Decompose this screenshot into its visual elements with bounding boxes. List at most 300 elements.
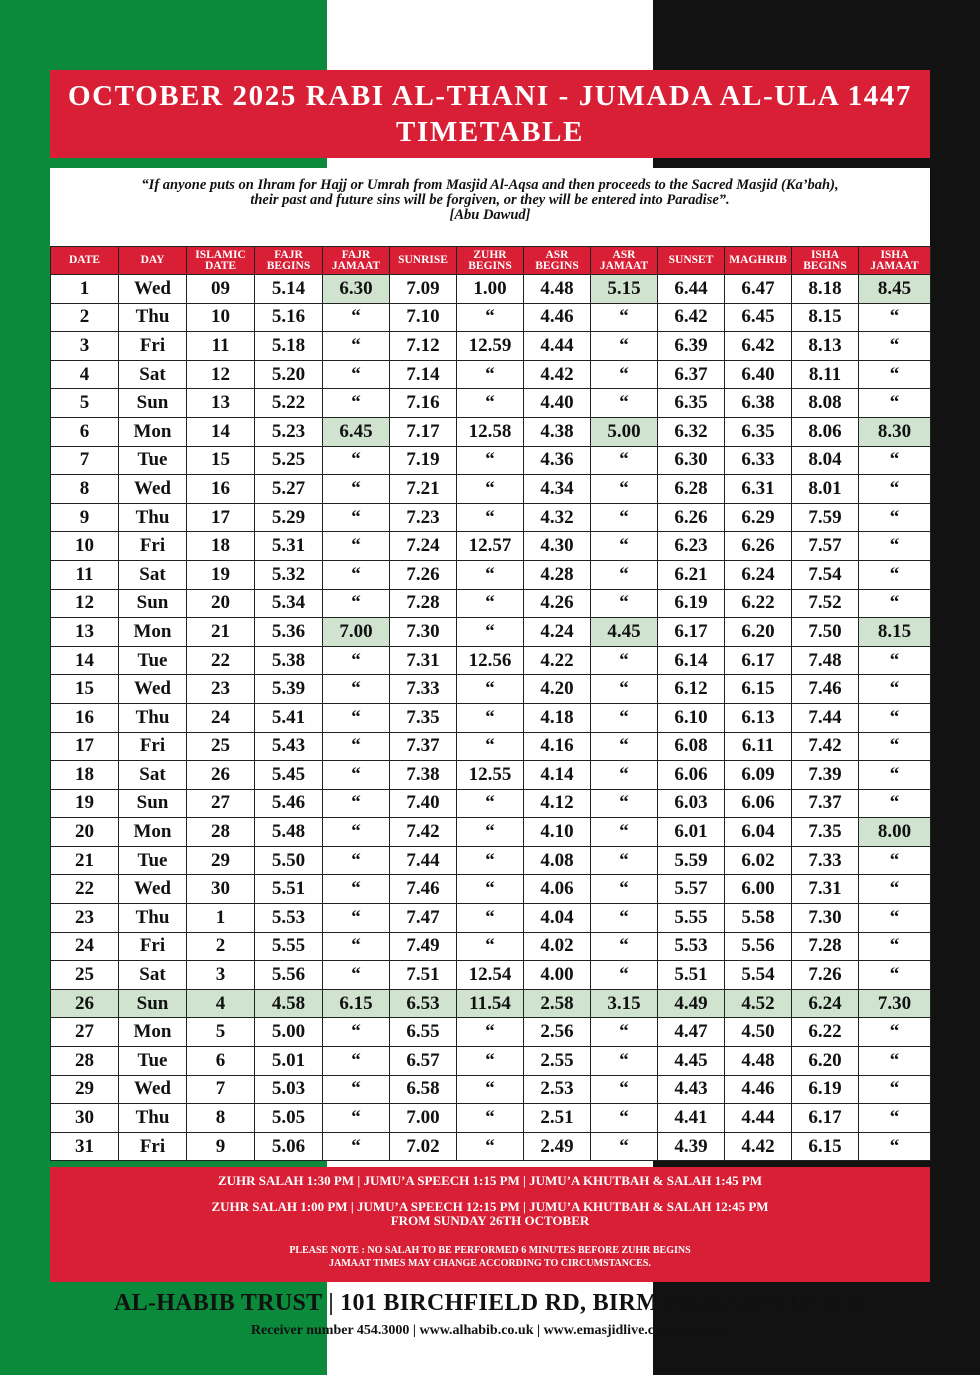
table-cell: 4.40	[524, 389, 591, 418]
table-row	[51, 360, 931, 389]
table-row	[51, 646, 931, 675]
table-cell: Wed	[119, 275, 187, 304]
table-cell: 5.14	[255, 275, 323, 304]
table-cell: “	[457, 303, 524, 332]
table-cell: “	[591, 789, 658, 818]
table-cell: 7.28	[792, 932, 859, 961]
table-cell: “	[859, 789, 931, 818]
table-cell: 4.42	[524, 360, 591, 389]
table-cell: 7.33	[792, 846, 859, 875]
table-cell: 7.19	[390, 446, 457, 475]
table-cell: 4.26	[524, 589, 591, 618]
table-cell: 8	[187, 1104, 255, 1133]
table-cell: 7.35	[792, 818, 859, 847]
table-cell: “	[859, 532, 931, 561]
table-cell: “	[859, 875, 931, 904]
table-cell: 4.36	[524, 446, 591, 475]
table-row	[51, 703, 931, 732]
table-cell: 5.51	[658, 961, 725, 990]
table-cell: “	[859, 589, 931, 618]
table-cell: “	[457, 1132, 524, 1161]
table-cell: “	[591, 360, 658, 389]
table-cell: 8.45	[859, 275, 931, 304]
table-cell: “	[859, 1047, 931, 1076]
table-cell: 7.37	[792, 789, 859, 818]
table-cell: 7.48	[792, 646, 859, 675]
table-cell: 4.45	[658, 1047, 725, 1076]
table-cell: “	[859, 904, 931, 933]
table-body	[51, 275, 931, 1161]
table-cell: 5.15	[591, 275, 658, 304]
table-cell: “	[457, 675, 524, 704]
table-cell: 25	[187, 732, 255, 761]
table-cell: 21	[187, 618, 255, 647]
table-cell: 7.47	[390, 904, 457, 933]
table-cell: 5.05	[255, 1104, 323, 1133]
table-cell: 30	[187, 875, 255, 904]
table-cell: “	[457, 789, 524, 818]
table-cell: 6.40	[725, 360, 792, 389]
table-cell: 6.08	[658, 732, 725, 761]
table-cell: Sun	[119, 389, 187, 418]
table-cell: 5.51	[255, 875, 323, 904]
table-cell: 10	[51, 532, 119, 561]
table-cell: 7.33	[390, 675, 457, 704]
table-row	[51, 1132, 931, 1161]
table-cell: 8.15	[792, 303, 859, 332]
table-cell: 2.53	[524, 1075, 591, 1104]
table-cell: 6.01	[658, 818, 725, 847]
table-cell: 5.23	[255, 417, 323, 446]
table-cell: 6.09	[725, 761, 792, 790]
table-cell: “	[457, 1047, 524, 1076]
column-header: DAY	[119, 247, 187, 275]
table-cell: 8.00	[859, 818, 931, 847]
table-cell: “	[591, 532, 658, 561]
table-cell: “	[457, 846, 524, 875]
table-cell: “	[323, 360, 390, 389]
table-cell: Fri	[119, 532, 187, 561]
table-cell: 29	[187, 846, 255, 875]
table-cell: 18	[187, 532, 255, 561]
table-cell: 20	[187, 589, 255, 618]
table-cell: 23	[51, 904, 119, 933]
table-cell: 2.49	[524, 1132, 591, 1161]
table-row	[51, 904, 931, 933]
table-cell: 6.39	[658, 332, 725, 361]
table-cell: 6.44	[658, 275, 725, 304]
table-cell: 6.28	[658, 475, 725, 504]
table-cell: 5.43	[255, 732, 323, 761]
table-cell: 7.30	[859, 989, 931, 1018]
table-cell: 6.55	[390, 1018, 457, 1047]
table-cell: 5.57	[658, 875, 725, 904]
table-cell: “	[859, 732, 931, 761]
table-cell: 6.30	[658, 446, 725, 475]
table-cell: “	[591, 503, 658, 532]
table-cell: 2	[51, 303, 119, 332]
table-cell: 4.43	[658, 1075, 725, 1104]
title-banner	[50, 70, 930, 158]
table-cell: 5.38	[255, 646, 323, 675]
table-cell: “	[323, 846, 390, 875]
table-cell: 29	[51, 1075, 119, 1104]
table-cell: 3	[51, 332, 119, 361]
table-cell: 5.53	[255, 904, 323, 933]
table-cell: 5.16	[255, 303, 323, 332]
table-cell: Mon	[119, 618, 187, 647]
table-row	[51, 675, 931, 704]
table-cell: 28	[51, 1047, 119, 1076]
table-cell: 27	[51, 1018, 119, 1047]
table-cell: 6.24	[725, 560, 792, 589]
table-cell: “	[457, 875, 524, 904]
table-cell: 7.10	[390, 303, 457, 332]
table-cell: 7.44	[390, 846, 457, 875]
table-cell: “	[591, 303, 658, 332]
quote-line-2: their past and future sins will be forgiven, or they will be entered into Paradise”.	[250, 192, 730, 208]
table-cell: “	[591, 1047, 658, 1076]
table-cell: 7.46	[792, 675, 859, 704]
table-cell: 5.18	[255, 332, 323, 361]
table-cell: 7.28	[390, 589, 457, 618]
table-cell: 4.16	[524, 732, 591, 761]
table-cell: 6.19	[792, 1075, 859, 1104]
table-cell: “	[859, 332, 931, 361]
table-cell: “	[859, 503, 931, 532]
table-cell: 5.03	[255, 1075, 323, 1104]
table-cell: 4	[187, 989, 255, 1018]
table-cell: 7.09	[390, 275, 457, 304]
table-row	[51, 303, 931, 332]
table-cell: 7.14	[390, 360, 457, 389]
table-row	[51, 846, 931, 875]
table-cell: “	[591, 389, 658, 418]
table-cell: 6	[51, 417, 119, 446]
table-cell: “	[457, 904, 524, 933]
table-cell: 7.35	[390, 703, 457, 732]
hadith-quote	[50, 168, 930, 246]
table-cell: 5.22	[255, 389, 323, 418]
table-cell: “	[859, 1132, 931, 1161]
table-cell: 6.00	[725, 875, 792, 904]
column-header: FAJR JAMAAT	[323, 247, 390, 275]
table-cell: 7.57	[792, 532, 859, 561]
table-cell: “	[323, 332, 390, 361]
table-cell: 11.54	[457, 989, 524, 1018]
table-cell: 5.00	[255, 1018, 323, 1047]
table-cell: 1	[51, 275, 119, 304]
table-cell: 4.00	[524, 961, 591, 990]
table-cell: 6.02	[725, 846, 792, 875]
column-header: ASR JAMAAT	[591, 247, 658, 275]
table-cell: 4.14	[524, 761, 591, 790]
table-cell: “	[591, 446, 658, 475]
table-row	[51, 532, 931, 561]
table-cell: Thu	[119, 703, 187, 732]
table-cell: “	[457, 446, 524, 475]
table-cell: 14	[187, 417, 255, 446]
table-cell: “	[323, 818, 390, 847]
table-cell: 6.35	[658, 389, 725, 418]
table-cell: 7.00	[390, 1104, 457, 1133]
table-cell: “	[457, 560, 524, 589]
table-cell: 7.40	[390, 789, 457, 818]
table-cell: 6.15	[323, 989, 390, 1018]
table-cell: “	[859, 703, 931, 732]
table-cell: 5.34	[255, 589, 323, 618]
table-cell: 26	[187, 761, 255, 790]
table-cell: 4.32	[524, 503, 591, 532]
table-cell: “	[591, 961, 658, 990]
table-row	[51, 503, 931, 532]
column-header: SUNRISE	[390, 247, 457, 275]
table-cell: 2.58	[524, 989, 591, 1018]
table-cell: “	[323, 1075, 390, 1104]
table-cell: 12.57	[457, 532, 524, 561]
table-cell: “	[323, 303, 390, 332]
table-cell: 7.26	[792, 961, 859, 990]
column-header: ISHA JAMAAT	[859, 247, 931, 275]
table-row	[51, 332, 931, 361]
table-cell: 5.50	[255, 846, 323, 875]
table-cell: “	[457, 1104, 524, 1133]
table-cell: 6.29	[725, 503, 792, 532]
table-cell: 12.59	[457, 332, 524, 361]
jumua-effective-date: FROM SUNDAY 26TH OCTOBER	[390, 1213, 590, 1228]
table-cell: 4.48	[725, 1047, 792, 1076]
table-cell: 5.00	[591, 417, 658, 446]
table-cell: 4.42	[725, 1132, 792, 1161]
table-cell: “	[457, 732, 524, 761]
table-cell: “	[457, 389, 524, 418]
table-cell: 6.47	[725, 275, 792, 304]
table-cell: 7.00	[323, 618, 390, 647]
table-cell: “	[591, 761, 658, 790]
table-cell: “	[859, 303, 931, 332]
table-cell: “	[323, 789, 390, 818]
table-cell: “	[323, 589, 390, 618]
table-cell: 6.57	[390, 1047, 457, 1076]
table-cell: 7.59	[792, 503, 859, 532]
footer	[50, 1290, 930, 1339]
table-cell: 4.46	[725, 1075, 792, 1104]
salah-warning: PLEASE NOTE : NO SALAH TO BE PERFORMED 6 MINUTES BEFORE ZUHR BEGINS	[289, 1245, 691, 1256]
table-row	[51, 989, 931, 1018]
table-cell: “	[859, 475, 931, 504]
table-cell: 14	[51, 646, 119, 675]
table-cell: 12.58	[457, 417, 524, 446]
table-cell: Sat	[119, 761, 187, 790]
table-cell: 7.30	[390, 618, 457, 647]
table-cell: 6.20	[725, 618, 792, 647]
table-cell: “	[591, 1075, 658, 1104]
table-cell: 26	[51, 989, 119, 1018]
table-cell: 5	[187, 1018, 255, 1047]
table-cell: Fri	[119, 932, 187, 961]
table-cell: Tue	[119, 446, 187, 475]
table-cell: 5.41	[255, 703, 323, 732]
table-cell: “	[591, 846, 658, 875]
table-cell: 2.55	[524, 1047, 591, 1076]
column-header: ASR BEGINS	[524, 247, 591, 275]
table-cell: “	[457, 360, 524, 389]
table-row	[51, 417, 931, 446]
table-cell: 6.37	[658, 360, 725, 389]
table-cell: Mon	[119, 417, 187, 446]
column-header: SUNSET	[658, 247, 725, 275]
table-cell: 22	[187, 646, 255, 675]
table-cell: 9	[51, 503, 119, 532]
table-cell: Thu	[119, 303, 187, 332]
table-cell: “	[323, 732, 390, 761]
table-cell: “	[859, 646, 931, 675]
table-cell: 3	[187, 961, 255, 990]
table-cell: “	[591, 1104, 658, 1133]
table-cell: “	[591, 703, 658, 732]
table-cell: “	[323, 1104, 390, 1133]
table-cell: 5.06	[255, 1132, 323, 1161]
table-cell: “	[591, 560, 658, 589]
table-cell: 5.45	[255, 761, 323, 790]
table-cell: 7.51	[390, 961, 457, 990]
table-cell: 6	[187, 1047, 255, 1076]
prayer-timetable	[50, 246, 931, 1161]
table-cell: 7	[51, 446, 119, 475]
table-cell: “	[859, 1018, 931, 1047]
table-cell: 2.51	[524, 1104, 591, 1133]
table-cell: 4.12	[524, 789, 591, 818]
table-cell: “	[457, 1075, 524, 1104]
table-cell: 28	[187, 818, 255, 847]
table-row	[51, 818, 931, 847]
page-title: OCTOBER 2025 RABI AL-THANI - JUMADA AL-ULA 1447	[67, 80, 913, 112]
table-cell: 4.44	[524, 332, 591, 361]
table-cell: Thu	[119, 1104, 187, 1133]
table-cell: 24	[187, 703, 255, 732]
table-cell: Fri	[119, 1132, 187, 1161]
table-cell: 4.48	[524, 275, 591, 304]
table-cell: 7.31	[792, 875, 859, 904]
table-cell: “	[591, 589, 658, 618]
table-cell: “	[323, 761, 390, 790]
table-cell: “	[457, 703, 524, 732]
table-row	[51, 961, 931, 990]
table-row	[51, 475, 931, 504]
table-cell: 4.50	[725, 1018, 792, 1047]
table-row	[51, 1075, 931, 1104]
table-row	[51, 389, 931, 418]
table-cell: Wed	[119, 675, 187, 704]
table-cell: 6.53	[390, 989, 457, 1018]
table-cell: 25	[51, 961, 119, 990]
table-cell: 8.13	[792, 332, 859, 361]
table-cell: “	[591, 818, 658, 847]
table-cell: 19	[51, 789, 119, 818]
table-cell: 5.56	[255, 961, 323, 990]
table-cell: 7.42	[390, 818, 457, 847]
table-cell: 22	[51, 875, 119, 904]
table-cell: Tue	[119, 846, 187, 875]
table-cell: “	[323, 1132, 390, 1161]
table-cell: 2	[187, 932, 255, 961]
table-cell: 7.31	[390, 646, 457, 675]
table-cell: 6.26	[658, 503, 725, 532]
table-cell: 6.04	[725, 818, 792, 847]
table-cell: 4.46	[524, 303, 591, 332]
table-cell: “	[323, 503, 390, 532]
table-cell: 8.04	[792, 446, 859, 475]
table-cell: “	[323, 1047, 390, 1076]
table-header-row	[51, 247, 931, 275]
table-row	[51, 1018, 931, 1047]
table-cell: 1	[187, 904, 255, 933]
table-cell: 6.03	[658, 789, 725, 818]
table-row	[51, 560, 931, 589]
table-cell: 6.35	[725, 417, 792, 446]
table-cell: 7	[187, 1075, 255, 1104]
table-cell: 4.39	[658, 1132, 725, 1161]
table-cell: 6.21	[658, 560, 725, 589]
notice-box	[50, 1167, 930, 1282]
table-cell: “	[323, 560, 390, 589]
table-cell: 5.54	[725, 961, 792, 990]
table-cell: 7.52	[792, 589, 859, 618]
table-cell: Sun	[119, 589, 187, 618]
table-cell: 6.26	[725, 532, 792, 561]
table-cell: 4.28	[524, 560, 591, 589]
table-cell: 4.58	[255, 989, 323, 1018]
table-cell: 9	[187, 1132, 255, 1161]
table-cell: Wed	[119, 1075, 187, 1104]
table-cell: 31	[51, 1132, 119, 1161]
table-cell: 7.24	[390, 532, 457, 561]
table-cell: 8.08	[792, 389, 859, 418]
table-cell: 7.12	[390, 332, 457, 361]
table-cell: “	[859, 360, 931, 389]
table-cell: 3.15	[591, 989, 658, 1018]
table-cell: 5.27	[255, 475, 323, 504]
table-cell: 4.34	[524, 475, 591, 504]
table-cell: 15	[51, 675, 119, 704]
page-subtitle: TIMETABLE	[396, 116, 584, 148]
table-cell: 4	[51, 360, 119, 389]
jumua-times-current: ZUHR SALAH 1:30 PM | JUMU’A SPEECH 1:15 PM | JUMU’A KHUTBAH & SALAH 1:45 PM	[217, 1173, 763, 1188]
table-cell: 6.22	[725, 589, 792, 618]
table-cell: 6.22	[792, 1018, 859, 1047]
table-cell: 5.29	[255, 503, 323, 532]
table-cell: “	[323, 475, 390, 504]
table-cell: 5.32	[255, 560, 323, 589]
table-cell: 4.47	[658, 1018, 725, 1047]
contact-links: Receiver number 454.3000 | www.alhabib.co.uk | www.emasjidlive.co.uk/alhabib	[250, 1323, 730, 1338]
table-cell: 7.26	[390, 560, 457, 589]
table-cell: 6.24	[792, 989, 859, 1018]
table-cell: “	[591, 1132, 658, 1161]
table-cell: 7.44	[792, 703, 859, 732]
table-cell: “	[457, 475, 524, 504]
table-cell: 4.20	[524, 675, 591, 704]
table-cell: 20	[51, 818, 119, 847]
table-cell: 5.31	[255, 532, 323, 561]
jumua-times-new: ZUHR SALAH 1:00 PM | JUMU’A SPEECH 12:15 PM | JUMU’A KHUTBAH & SALAH 12:45 PM	[211, 1199, 769, 1214]
table-cell: 4.41	[658, 1104, 725, 1133]
table-cell: 27	[187, 789, 255, 818]
table-cell: 12.56	[457, 646, 524, 675]
table-cell: 8.18	[792, 275, 859, 304]
table-cell: “	[859, 675, 931, 704]
table-cell: “	[323, 904, 390, 933]
